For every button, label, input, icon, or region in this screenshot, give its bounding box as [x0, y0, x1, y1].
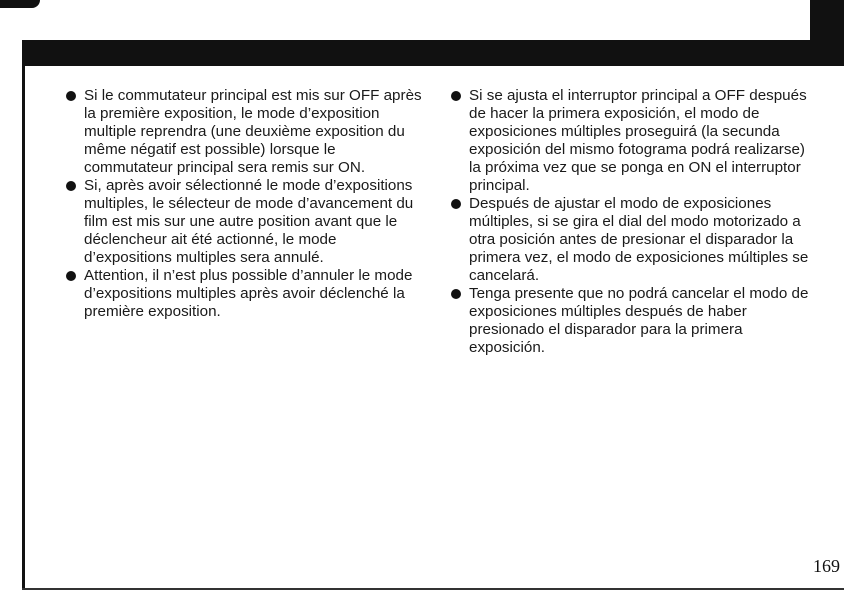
- corner-mark: [0, 0, 40, 8]
- page-number: 169: [813, 556, 840, 576]
- bullet-dot-icon: [451, 289, 461, 299]
- header-band: [22, 40, 844, 66]
- bullet-dot-icon: [66, 271, 76, 281]
- bullet-item: [451, 285, 816, 357]
- bottom-rule: [22, 588, 844, 590]
- bullet-text: Tenga presente que no podrá cancelar el modo de exposiciones múltiples después de haber presionado el disparador para la primera exposición.: [469, 285, 809, 356]
- bullet-dot-icon: [451, 199, 461, 209]
- bullet-dot-icon: [451, 91, 461, 101]
- right-column-spanish: [451, 87, 816, 357]
- bullet-text: Si le commutateur principal est mis sur OFF après la première exposition, le mode d’exposition multiple reprendra (une deuxième exposition du même négatif est possible) lorsque le commutateur principal sera remis sur ON.: [84, 87, 422, 176]
- left-margin-rule: [22, 40, 25, 590]
- bullet-text: Después de ajustar el modo de exposiciones múltiples, si se gira el dial del modo motorizado a otra posición antes de presionar el disparador la primera vez, el modo de exposiciones múltiples se cancelará.: [469, 195, 809, 284]
- bullet-item: [66, 267, 426, 321]
- bullet-dot-icon: [66, 181, 76, 191]
- bullet-dot-icon: [66, 91, 76, 101]
- bullet-text: Attention, il n’est plus possible d’annuler le mode d’expositions multiples après avoir déclenché la première exposition.: [84, 267, 413, 320]
- bullet-text: Si se ajusta el interruptor principal a OFF después de hacer la primera exposición, el modo de exposiciones múltiples proseguirá (la secunda exposición del mismo fotograma podrá realizarse) la próxima vez que se ponga en ON el interruptor principal.: [469, 87, 807, 194]
- bullet-item: [66, 87, 426, 177]
- bullet-item: [66, 177, 426, 267]
- page-tab: [810, 0, 844, 50]
- bullet-item: [451, 87, 816, 195]
- bullet-text: Si, après avoir sélectionné le mode d’expositions multiples, le sélecteur de mode d’avancement du film est mis sur une autre position avant que le déclencheur ait été actionné, le mode d’expositions multiples sera annulé.: [84, 177, 414, 266]
- bullet-item: [451, 195, 816, 285]
- left-column-french: [66, 87, 426, 321]
